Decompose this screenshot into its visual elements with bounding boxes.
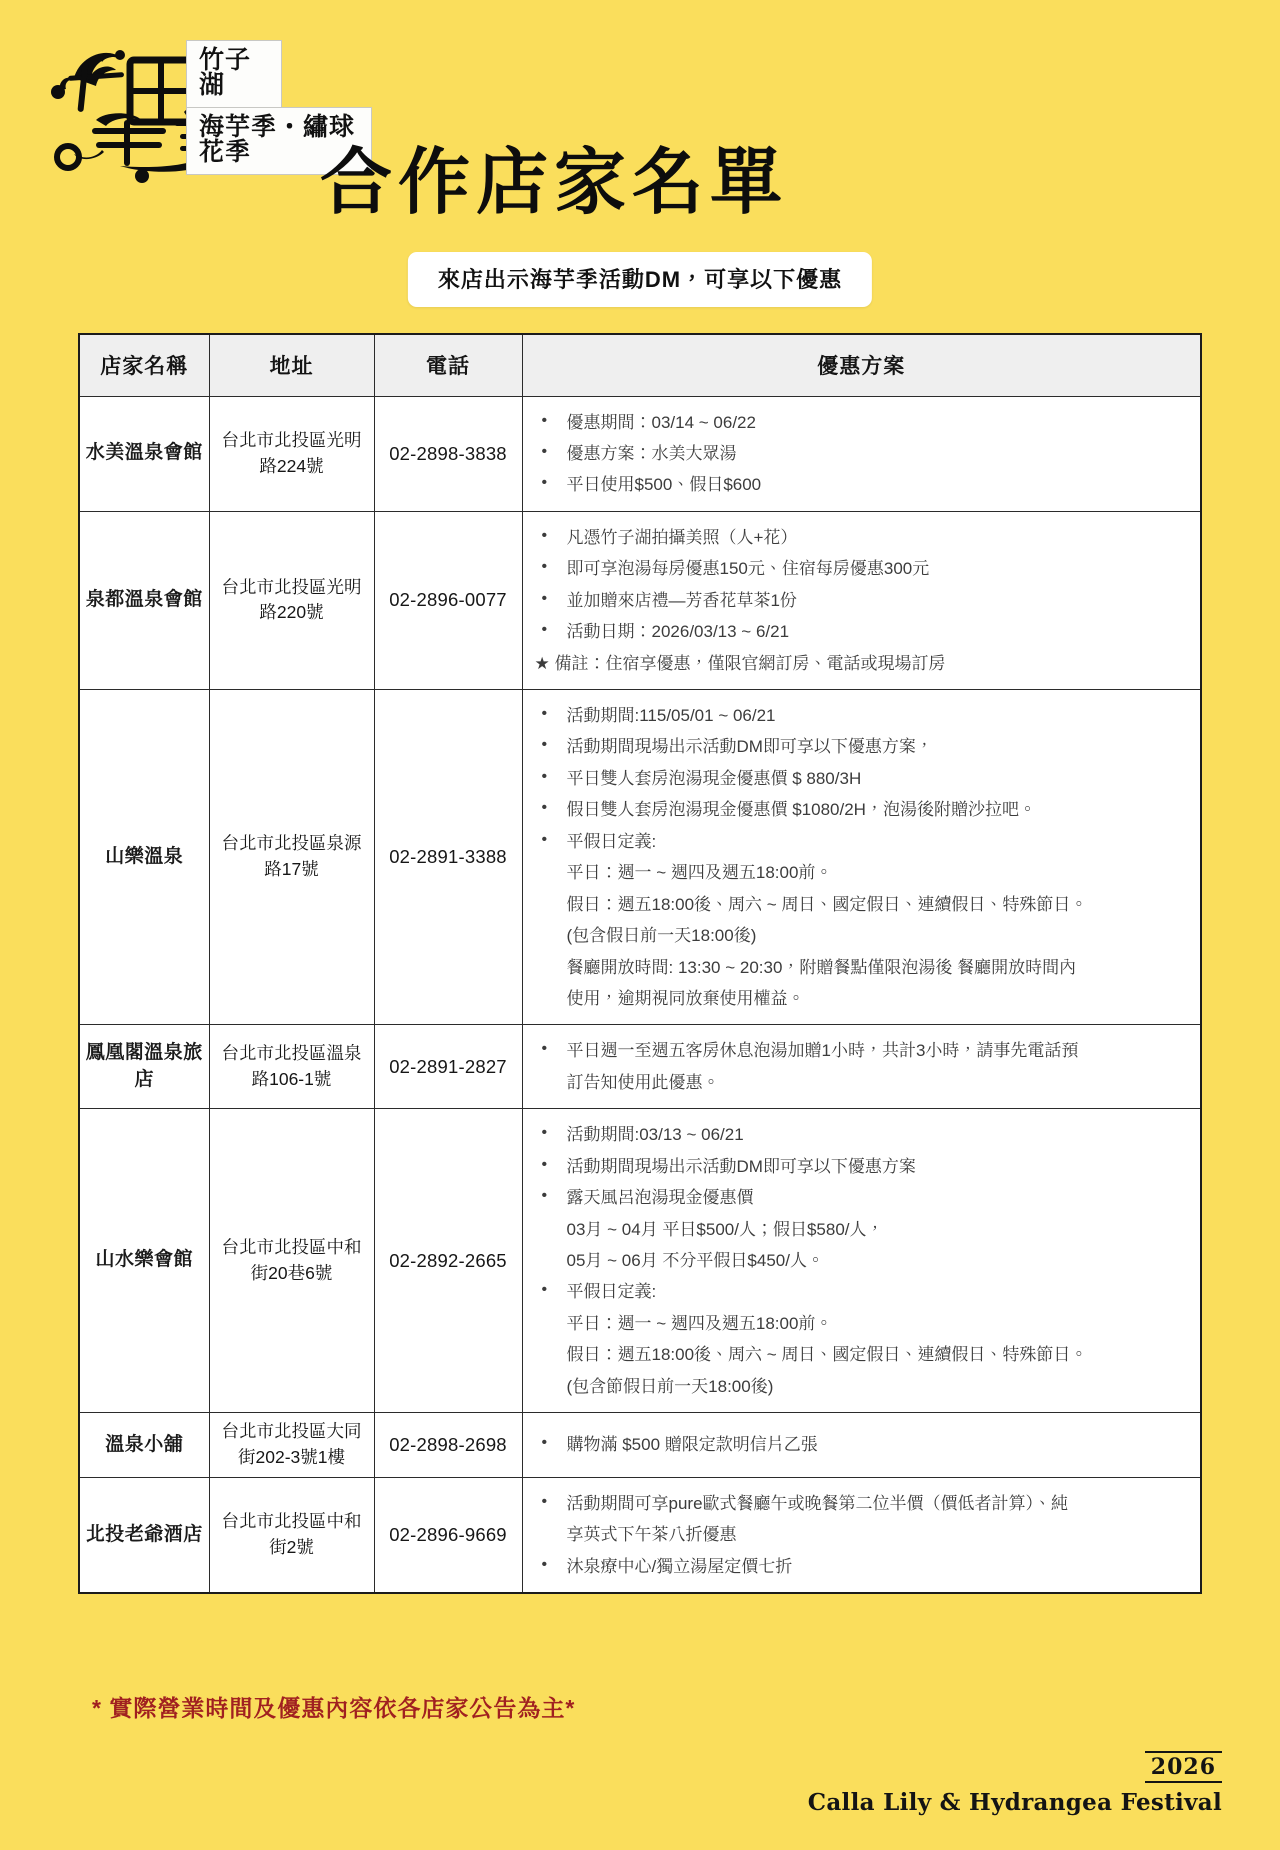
offer-item: ★ 備註：住宿享優惠，僅限官網訂房、電話或現場訂房 [534, 653, 946, 673]
offer-item: 訂告知使用此優惠。 [566, 1072, 720, 1092]
partner-store-table [78, 333, 1202, 1594]
cell-address: 台北市北投區光明路224號 [209, 396, 374, 511]
table-row [79, 690, 1201, 1025]
footer-year: 2026 [1145, 1751, 1222, 1783]
cell-offer [522, 1025, 1201, 1109]
cell-address: 台北市北投區溫泉路106-1號 [209, 1025, 374, 1109]
partner-store-table-wrap [78, 333, 1202, 1594]
offer-item: • 優惠方案：水美大眾湯 [533, 438, 1187, 469]
cell-address: 台北市北投區光明路220號 [209, 511, 374, 689]
cell-store-name: 泉都溫泉會館 [79, 511, 209, 689]
footer-festival-name: Calla Lily & Hydrangea Festival [807, 1789, 1222, 1816]
table-row [79, 1025, 1201, 1109]
cell-phone: 02-2898-2698 [374, 1413, 522, 1478]
cell-store-name: 溫泉小舖 [79, 1413, 209, 1478]
column-header-address: 地址 [209, 334, 374, 396]
disclaimer-text: * 實際營業時間及優惠內容依各店家公告為主* [92, 1695, 576, 1721]
table-header-row [79, 334, 1201, 396]
offer-item: 假日：週五18:00後、周六 ~ 周日、國定假日、連續假日、特殊節日。 [566, 1345, 1088, 1365]
cell-offer [522, 396, 1201, 511]
offer-list [533, 700, 1187, 1014]
cell-address: 台北市北投區泉源路17號 [209, 690, 374, 1025]
offer-item: • 並加贈來店禮—芳香花草茶1份 [533, 585, 1187, 616]
cell-phone: 02-2898-3838 [374, 396, 522, 511]
cell-address: 台北市北投區中和街2號 [209, 1477, 374, 1593]
offer-item: • 活動日期：2026/03/13 ~ 6/21 [533, 616, 1187, 647]
cell-offer [522, 1109, 1201, 1413]
tag-location: 竹子湖 [186, 40, 282, 108]
offer-list [533, 407, 1187, 501]
offer-list [533, 522, 1187, 679]
offer-item: 享英式下午茶八折優惠 [566, 1525, 737, 1545]
table-row [79, 1109, 1201, 1413]
offer-item: • 購物滿 $500 贈限定款明信片乙張 [533, 1429, 1187, 1460]
tag-seasons: 海芋季・繡球花季 [186, 107, 372, 175]
column-header-phone: 電話 [374, 334, 522, 396]
column-header-offer: 優惠方案 [522, 334, 1201, 396]
offer-item: • 露天風呂泡湯現金優惠價 [533, 1182, 1187, 1213]
notice-banner: 來店出示海芋季活動DM，可享以下優惠 [408, 252, 872, 307]
offer-item: • 平假日定義: [533, 1276, 1187, 1307]
offer-item: (包含節假日前一天18:00後) [566, 1376, 774, 1396]
cell-store-name: 山樂溫泉 [79, 690, 209, 1025]
offer-item: 平日：週一 ~ 週四及週五18:00前。 [566, 1313, 833, 1333]
offer-item: • 假日雙人套房泡湯現金優惠價 $1080/2H，泡湯後附贈沙拉吧。 [533, 794, 1187, 825]
offer-item: • 平日週一至週五客房休息泡湯加贈1小時，共計3小時，請事先電話預 [533, 1035, 1187, 1066]
offer-list [533, 1035, 1187, 1098]
offer-item: • 平假日定義: [533, 826, 1187, 857]
cell-offer [522, 1477, 1201, 1593]
offer-item: • 平日雙人套房泡湯現金優惠價 $ 880/3H [533, 763, 1187, 794]
page-footer [808, 1751, 1222, 1816]
offer-item: 餐廳開放時間: 13:30 ~ 20:30，附贈餐點僅限泡湯後 餐廳開放時間內 [566, 957, 1077, 977]
cell-offer [522, 690, 1201, 1025]
cell-store-name: 山水樂會館 [79, 1109, 209, 1413]
cell-phone: 02-2896-9669 [374, 1477, 522, 1593]
cell-phone: 02-2891-2827 [374, 1025, 522, 1109]
offer-item: 平日：週一 ~ 週四及週五18:00前。 [566, 863, 833, 883]
offer-item: • 優惠期間：03/14 ~ 06/22 [533, 407, 1187, 438]
cell-offer [522, 511, 1201, 689]
cell-address: 台北市北投區中和街20巷6號 [209, 1109, 374, 1413]
offer-item: • 沐泉療中心/獨立湯屋定價七折 [533, 1551, 1187, 1582]
cell-phone: 02-2896-0077 [374, 511, 522, 689]
table-body [79, 396, 1201, 1593]
cell-phone: 02-2892-2665 [374, 1109, 522, 1413]
offer-list [533, 1429, 1187, 1460]
table-row [79, 511, 1201, 689]
offer-item: 假日：週五18:00後、周六 ~ 周日、國定假日、連續假日、特殊節日。 [566, 894, 1088, 914]
cell-offer [522, 1413, 1201, 1478]
offer-item: • 凡憑竹子湖拍攝美照（人+花） [533, 522, 1187, 553]
offer-item: 使用，逾期視同放棄使用權益。 [566, 988, 805, 1008]
offer-item: • 活動期間現場出示活動DM即可享以下優惠方案 [533, 1151, 1187, 1182]
offer-item: • 活動期間可享pure歐式餐廳午或晚餐第二位半價（價低者計算）、純 [533, 1488, 1187, 1519]
offer-list [533, 1488, 1187, 1582]
offer-item: • 活動期間:03/13 ~ 06/21 [533, 1119, 1187, 1150]
offer-item: • 平日使用$500、假日$600 [533, 469, 1187, 500]
cell-address: 台北市北投區大同街202-3號1樓 [209, 1413, 374, 1478]
cell-store-name: 鳳凰閣溫泉旅店 [79, 1025, 209, 1109]
offer-item: • 即可享泡湯每房優惠150元、住宿每房優惠300元 [533, 553, 1187, 584]
offer-item: • 活動期間現場出示活動DM即可享以下優惠方案， [533, 731, 1187, 762]
offer-item: 05月 ~ 06月 不分平假日$450/人。 [566, 1251, 824, 1270]
offer-item: 03月 ~ 04月 平日$500/人；假日$580/人， [566, 1219, 884, 1239]
offer-list [533, 1119, 1187, 1402]
cell-phone: 02-2891-3388 [374, 690, 522, 1025]
column-header-store-name: 店家名稱 [79, 334, 209, 396]
table-row [79, 396, 1201, 511]
page-title: 合作店家名單 [320, 139, 789, 225]
cell-store-name: 北投老爺酒店 [79, 1477, 209, 1593]
page-header [0, 0, 1280, 225]
cell-store-name: 水美溫泉會館 [79, 396, 209, 511]
offer-item: • 活動期間:115/05/01 ~ 06/21 [533, 700, 1187, 731]
table-row [79, 1477, 1201, 1593]
offer-item: (包含假日前一天18:00後) [566, 926, 757, 946]
table-row [79, 1413, 1201, 1478]
